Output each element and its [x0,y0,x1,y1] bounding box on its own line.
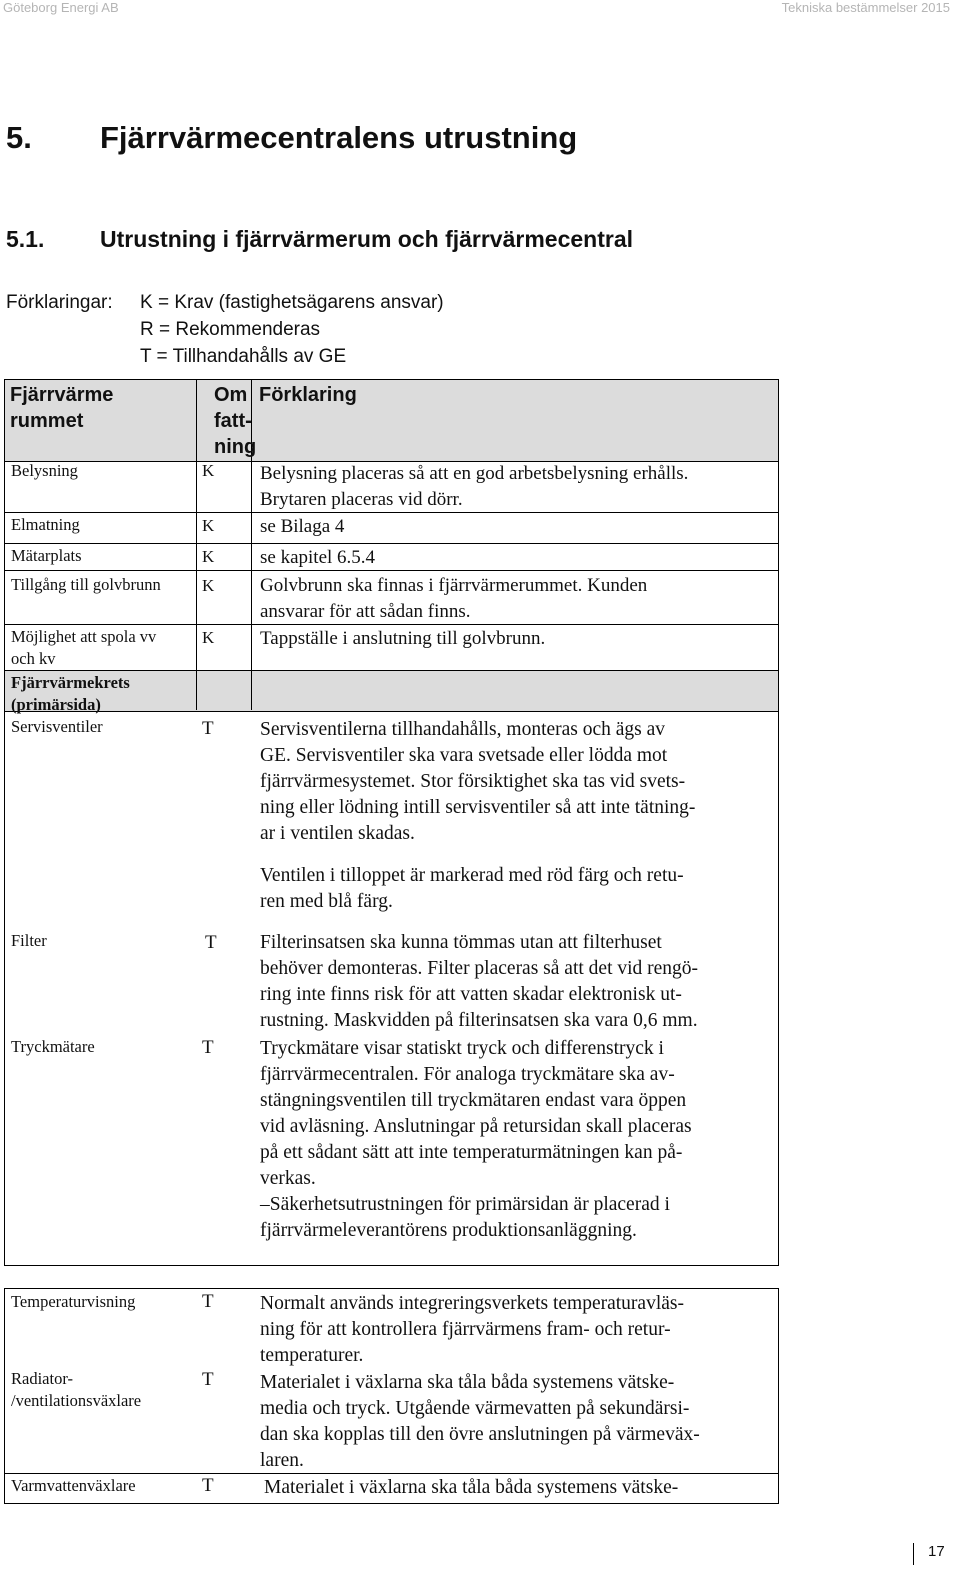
section-title: Utrustning i fjärrvärmerum och fjärrvärmecentral [100,226,634,252]
text-line: GE. Servisventiler ska vara svetsade eller lödda mot [260,745,668,766]
row-code: K [202,547,215,566]
label-text: Temperaturvisning [11,1292,136,1311]
header-text: ning [214,436,257,458]
row-label [11,1368,141,1412]
text-line: Brytaren placeras vid dörr. [260,489,463,510]
chapter-heading [6,120,577,156]
row-label [11,1291,135,1313]
text-line: temperaturer. [260,1345,364,1366]
row-text [260,461,688,513]
text-line: fjärrvärmecentralen. För analoga tryckmätare ska av- [260,1064,675,1085]
text-line: Materialet i växlarna ska tåla båda systemens vätske- [260,1372,675,1393]
text-line: stängningsventilen till tryckmätaren endast vara öppen [260,1090,687,1111]
row-label [11,1475,136,1497]
row-code: T [202,718,214,739]
row-text [260,545,375,571]
page-header [0,0,960,16]
section-label [11,672,130,716]
text-line: vid avläsning. Anslutningar på retursidan skall placeras [260,1116,692,1137]
text-line: laren. [260,1450,304,1471]
row-divider [5,570,778,571]
text-line: –Säkerhetsutrustningen för primärsidan är placerad i [260,1194,670,1215]
row-code: T [205,932,217,953]
label-text: Radiator- [11,1369,73,1388]
row-text [260,1370,700,1474]
row-text-note [260,863,684,915]
label-text: Varmvattenväxlare [11,1476,136,1495]
chapter-number: 5. [6,120,32,155]
header-text: fatt- [214,410,252,432]
row-label [11,716,103,738]
section-text: Fjärrvärmekrets [11,673,130,692]
header-company: Göteborg Energi AB [3,0,119,15]
text-line: dan ska kopplas till den övre anslutningen på värmeväx- [260,1424,700,1445]
text-line: Belysning placeras så att en god arbetsbelysning erhålls. [260,463,689,484]
text-line: rustning. Maskvidden på filterinsatsen ska vara 0,6 mm. [260,1010,698,1031]
section-heading [6,226,633,253]
row-code: T [202,1369,214,1390]
label-text: Mätarplats [11,546,82,565]
row-divider [5,670,778,671]
label-text: Filter [11,931,47,950]
text-line: ren med blå färg. [260,891,393,912]
row-label [11,1036,95,1058]
row-text [264,1475,678,1501]
row-text [260,1291,684,1369]
column-divider [196,380,197,710]
row-label [11,626,156,670]
text-line: Materialet i växlarna ska tåla båda systemens vätske- [264,1477,679,1498]
label-text: och kv [11,649,56,668]
row-label [11,545,82,567]
legend-line: R = Rekommenderas [140,319,321,340]
text-line: media och tryck. Utgående värmevatten på sekundärsi- [260,1398,690,1419]
row-text [260,930,698,1034]
chapter-title: Fjärrvärmecentralens utrustning [100,120,578,155]
row-label [11,460,78,482]
text-line: Normalt används integreringsverkets temperaturavläs- [260,1293,684,1314]
text-line: ning för att kontrollera fjärrvärmens fram- och retur- [260,1319,671,1340]
row-code: K [202,576,215,595]
text-line: ring inte finns risk för att vatten skadar elektronisk ut- [260,984,682,1005]
section-number: 5.1. [6,226,45,252]
header-text: rummet [10,410,84,432]
row-label [11,514,80,536]
text-line: ning eller lödning intill servisventiler så att inte tätning- [260,797,696,818]
row-text [260,717,695,847]
label-text: Tryckmätare [11,1037,95,1056]
header-cell-room [10,382,113,434]
legend-label: Förklaringar: [6,292,113,313]
row-text [260,573,647,625]
header-text: Fjärrvärme [10,384,114,406]
section-text: (primärsida) [11,695,101,714]
row-text [260,1036,692,1244]
label-text: Elmatning [11,515,80,534]
header-cell-scope [214,382,256,460]
label-text: /ventilationsväxlare [11,1391,142,1410]
text-line: ansvarar för att sådan finns. [260,601,471,622]
text-line: fjärrvärmeleverantörens produktionsanläggning. [260,1220,637,1241]
text-line: se kapitel 6.5.4 [260,547,376,568]
row-code: T [202,1037,214,1058]
text-line: se Bilaga 4 [260,516,345,537]
text-line: Tryckmätare visar statiskt tryck och differenstryck i [260,1038,664,1059]
header-document-title: Tekniska bestämmelser 2015 [781,0,950,15]
row-divider [5,543,778,544]
row-text [260,626,545,652]
row-code: T [202,1475,214,1496]
row-code: K [202,628,215,647]
text-line: på ett sådant sätt att inte temperaturmätningen kan på- [260,1142,683,1163]
header-text: Om [214,384,248,406]
label-text: Tillgång till golvbrunn [11,575,161,594]
row-code: T [202,1291,214,1312]
row-label [11,930,47,952]
text-line: ar i ventilen skadas. [260,823,415,844]
text-line: Filterinsatsen ska kunna tömmas utan att filterhuset [260,932,662,953]
page-number-separator [913,1543,914,1565]
text-line: Golvbrunn ska finnas i fjärrvärmerummet. Kunden [260,575,648,596]
text-line: behöver demonteras. Filter placeras så att det vid rengö- [260,958,699,979]
header-cell-explanation: Förklaring [259,384,357,406]
text-line: Servisventilerna tillhandahålls, monteras och ägs av [260,719,666,740]
text-line: fjärrvärmesystemet. Stor försiktighet ska tas vid svets- [260,771,686,792]
legend-line: T = Tillhandahålls av GE [140,346,347,367]
row-text [260,514,344,540]
label-text: Möjlighet att spola vv [11,627,157,646]
row-label [11,574,161,596]
text-line: Tappställe i anslutning till golvbrunn. [260,628,546,649]
legend-lines [140,289,444,370]
label-text: Servisventiler [11,717,103,736]
text-line: verkas. [260,1168,316,1189]
page-number: 17 [928,1543,945,1560]
label-text: Belysning [11,461,78,480]
row-code: K [202,516,215,535]
text-line: Ventilen i tilloppet är markerad med röd färg och retu- [260,865,684,886]
row-code: K [202,461,215,480]
legend-line: K = Krav (fastighetsägarens ansvar) [140,292,444,313]
